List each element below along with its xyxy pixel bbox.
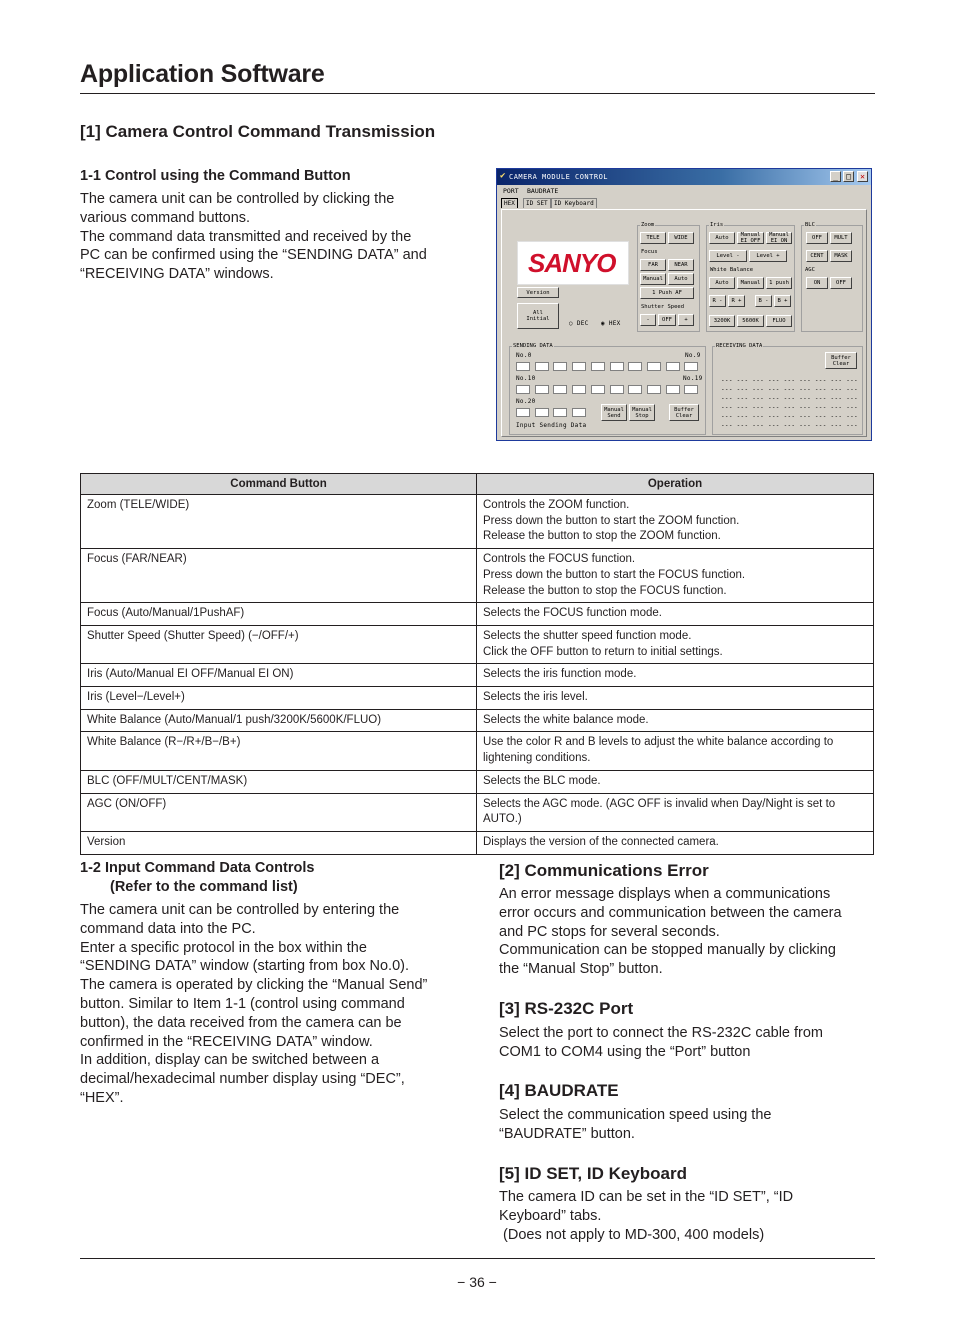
wb-r-plus-button[interactable]: R +	[728, 295, 745, 307]
sending-data-cell[interactable]	[553, 408, 567, 417]
wb-r-minus-button[interactable]: R -	[709, 295, 726, 307]
no9-label: No.9	[685, 352, 701, 359]
radio-dec[interactable]: ○ DEC	[569, 320, 589, 327]
command-button-cell: White Balance (Auto/Manual/1 push/3200K/5600K/FLUO)	[81, 709, 477, 732]
focus-far-button[interactable]: FAR	[640, 259, 666, 271]
menu-baudrate[interactable]: BAUDRATE	[527, 187, 559, 195]
wb-label: White Balance	[710, 267, 754, 273]
table-row	[81, 732, 874, 770]
command-button-cell: AGC (ON/OFF)	[81, 793, 477, 831]
operation-line: Selects the iris function mode.	[483, 668, 637, 681]
sub2-line: The camera unit can be controlled by entering the	[80, 902, 400, 918]
command-button-cell: Shutter Speed (Shutter Speed) (−/OFF/+)	[81, 625, 477, 663]
iris-auto-button[interactable]: Auto	[709, 232, 735, 244]
sending-data-cell[interactable]	[553, 385, 567, 394]
focus-auto-button[interactable]: Auto	[668, 273, 694, 285]
close-button[interactable]: ✕	[857, 171, 868, 182]
sub2-line: In addition, display can be switched between a	[80, 1052, 380, 1069]
wb-5600k-button[interactable]: 5600K	[737, 315, 764, 327]
input-sending-data-label: Input Sending Data	[516, 422, 587, 429]
operation-line: AUTO.)	[483, 813, 522, 826]
operation-line: lightening conditions.	[483, 752, 591, 765]
sanyo-logo	[517, 241, 629, 285]
shutter-plus-button[interactable]: +	[678, 314, 694, 326]
operation-line: Release the button to stop the FOCUS function.	[483, 584, 727, 597]
table-row	[81, 709, 874, 732]
menu-port[interactable]: PORT	[503, 187, 519, 195]
section4-line: “BAUDRATE” button.	[499, 1125, 635, 1142]
section2-body	[499, 885, 842, 979]
sub1-line: The camera unit can be controlled by clicking the	[80, 191, 395, 207]
receiving-row: --- --- --- --- --- --- --- --- ---	[721, 422, 858, 429]
receiving-buffer-clear-button[interactable]: Buffer Clear	[825, 352, 857, 369]
command-button-cell: White Balance (R−/R+/B−/B+)	[81, 732, 477, 770]
operation-line: Displays the version of the connected camera.	[483, 835, 719, 848]
operation-line: Press down the button to start the FOCUS function.	[483, 568, 746, 581]
blc-cent-button[interactable]: CENT	[806, 250, 828, 262]
all-initial-button[interactable]: All Initial	[517, 303, 559, 329]
sending-data-cell[interactable]	[666, 362, 680, 371]
section2-heading: [2] Communications Error	[499, 861, 709, 880]
wb-b-plus-button[interactable]: B +	[774, 295, 791, 307]
sub2-body	[80, 901, 427, 1108]
sending-data-cell[interactable]	[572, 362, 586, 371]
receiving-row: --- --- --- --- --- --- --- --- ---	[721, 386, 858, 393]
section5-line: (Does not apply to MD-300, 400 models)	[499, 1226, 765, 1243]
manual-send-button[interactable]: Manual Send	[601, 404, 627, 421]
header-operation: Operation	[477, 474, 874, 495]
operation-line: Selects the iris level.	[483, 691, 588, 704]
wb-3200k-button[interactable]: 3200K	[709, 315, 735, 327]
table-row	[81, 831, 874, 854]
receiving-data-label: RECEIVING DATA	[716, 343, 763, 349]
sending-data-cell[interactable]	[628, 362, 642, 371]
maximize-button[interactable]: □	[843, 171, 854, 182]
operation-cell	[477, 793, 874, 831]
operation-line: Press down the button to start the ZOOM function.	[483, 514, 740, 527]
focus-label: Focus	[641, 249, 658, 255]
operation-cell	[477, 732, 874, 770]
page-number: − 36 −	[457, 1274, 497, 1290]
table-row	[81, 549, 874, 603]
sending-data-cell[interactable]	[572, 385, 586, 394]
version-button[interactable]: Version	[517, 287, 559, 298]
wb-fluo-button[interactable]: FLUO	[766, 315, 792, 327]
sending-data-cell[interactable]	[610, 362, 624, 371]
command-button-cell: BLC (OFF/MULT/CENT/MASK)	[81, 770, 477, 793]
blc-mask-button[interactable]: MASK	[830, 250, 852, 262]
sub2-line: button. Similar to Item 1-1 (control using command	[80, 995, 405, 1012]
operation-line: Selects the AGC mode. (AGC OFF is invalid when Day/Night is set to	[483, 797, 836, 810]
sub1-heading: 1-1 Control using the Command Button	[80, 168, 351, 184]
sub1-line: “RECEIVING DATA” windows.	[80, 266, 274, 283]
sending-data-cell[interactable]	[591, 385, 605, 394]
section4-body	[499, 1106, 771, 1144]
command-button-cell: Version	[81, 831, 477, 854]
sending-data-cell[interactable]	[628, 385, 642, 394]
section2-line: the “Manual Stop” button.	[499, 961, 663, 978]
table-row	[81, 793, 874, 831]
sending-data-cell[interactable]	[516, 385, 530, 394]
focus-manual-button[interactable]: Manual	[640, 273, 666, 285]
window-titlebar	[497, 169, 871, 185]
operation-cell	[477, 687, 874, 710]
camera-module-control-window	[496, 168, 872, 441]
sub2-heading: 1-2 Input Command Data Controls	[80, 860, 315, 876]
command-button-cell: Focus (FAR/NEAR)	[81, 549, 477, 603]
table-row	[81, 603, 874, 626]
receiving-row: --- --- --- --- --- --- --- --- ---	[721, 413, 858, 420]
sending-data-cell[interactable]	[516, 408, 530, 417]
table-body	[81, 495, 874, 855]
operation-line: Selects the BLC mode.	[483, 774, 601, 787]
sub2-line: “HEX”.	[80, 1089, 124, 1106]
sending-data-cell[interactable]	[535, 362, 549, 371]
manual-stop-button[interactable]: Manual Stop	[629, 404, 655, 421]
sub2-line: decimal/hexadecimal number display using “DEC”,	[80, 1071, 405, 1088]
sub2-line: confirmed in the “RECEIVING DATA” window.	[80, 1033, 373, 1050]
blc-mult-button[interactable]: MULT	[830, 232, 852, 244]
no10-label: No.10	[516, 375, 536, 382]
sending-data-cell[interactable]	[591, 362, 605, 371]
command-button-cell: Zoom (TELE/WIDE)	[81, 495, 477, 549]
operation-line: Selects the FOCUS function mode.	[483, 607, 662, 620]
section2-line: error occurs and communication between the camera	[499, 904, 842, 921]
operation-cell	[477, 603, 874, 626]
footer-rule	[80, 1258, 875, 1259]
no20-label: No.20	[516, 398, 536, 405]
iris-manual-ei-off-button[interactable]: Manual EI OFF	[737, 232, 764, 244]
operation-line: Click the OFF button to return to initial settings.	[483, 645, 723, 658]
section3-heading: [3] RS-232C Port	[499, 999, 634, 1018]
operation-line: Release the button to stop the ZOOM function.	[483, 530, 721, 543]
command-button-cell: Iris (Level−/Level+)	[81, 687, 477, 710]
table-header-row	[81, 474, 874, 495]
operation-cell	[477, 709, 874, 732]
sending-data-cell[interactable]	[535, 408, 549, 417]
sending-data-cell[interactable]	[684, 385, 698, 394]
operation-cell	[477, 770, 874, 793]
section5-line: The camera ID can be set in the “ID SET”, “ID	[499, 1189, 794, 1205]
operation-line: Controls the FOCUS function.	[483, 553, 636, 566]
command-table	[80, 473, 874, 855]
sub1-body	[80, 190, 427, 284]
operation-cell	[477, 831, 874, 854]
iris-level-minus-button[interactable]: Level -	[709, 250, 747, 262]
sending-data-cell[interactable]	[610, 385, 624, 394]
table-row	[81, 625, 874, 663]
receiving-row: --- --- --- --- --- --- --- --- ---	[721, 395, 858, 402]
sending-data-cell[interactable]	[572, 408, 586, 417]
wb-manual-button[interactable]: Manual	[737, 277, 764, 289]
agc-on-button[interactable]: ON	[806, 277, 828, 289]
section1-heading: [1] Camera Control Command Transmission	[80, 122, 436, 141]
operation-line: Use the color R and B levels to adjust the white balance according to	[483, 736, 834, 749]
agc-off-button[interactable]: OFF	[830, 277, 852, 289]
sending-data-cell[interactable]	[666, 385, 680, 394]
table-row	[81, 495, 874, 549]
sub2-line: Enter a specific protocol in the box within the	[80, 939, 367, 956]
sub1-line: PC can be confirmed using the “SENDING DATA” and	[80, 247, 427, 264]
operation-line: Selects the shutter speed function mode.	[483, 629, 692, 642]
sending-data-cell[interactable]	[535, 385, 549, 394]
iris-level-plus-button[interactable]: Level +	[749, 250, 787, 262]
receiving-row: --- --- --- --- --- --- --- --- ---	[721, 404, 858, 411]
radio-hex[interactable]: ◉ HEX	[601, 320, 621, 327]
title-rule	[80, 93, 875, 94]
tab-hex[interactable]: HEX	[501, 198, 518, 208]
sub2-line: “SENDING DATA” window (starting from box No.0).	[80, 958, 410, 975]
operation-cell	[477, 549, 874, 603]
radio-dec-label: DEC	[576, 320, 589, 327]
no19-label: No.19	[683, 375, 703, 382]
sub1-line: The command data transmitted and received by the	[80, 228, 412, 245]
operation-cell	[477, 625, 874, 663]
wb-1push-button[interactable]: 1 push	[766, 277, 792, 289]
sending-data-cell[interactable]	[553, 362, 567, 371]
sub2-line: command data into the PC.	[80, 920, 256, 937]
blc-label: BLC	[805, 222, 815, 228]
operation-cell	[477, 495, 874, 549]
logo-text: SANYO	[528, 248, 616, 278]
section4-heading: [4] BAUDRATE	[499, 1081, 619, 1100]
section2-line: Communication can be stopped manually by clicking	[499, 942, 836, 959]
section3-body	[499, 1024, 823, 1062]
header-command-button: Command Button	[81, 474, 477, 495]
sub2-line: button), the data received from the camera can be	[80, 1014, 402, 1031]
table-row	[81, 770, 874, 793]
command-button-cell: Focus (Auto/Manual/1PushAF)	[81, 603, 477, 626]
focus-near-button[interactable]: NEAR	[668, 259, 694, 271]
section5-line: Keyboard” tabs.	[499, 1207, 602, 1224]
blc-off-button[interactable]: OFF	[806, 232, 828, 244]
sub2-heading-2: (Refer to the command list)	[110, 879, 298, 895]
wb-b-minus-button[interactable]: B -	[755, 295, 772, 307]
operation-cell	[477, 664, 874, 687]
section2-line: and PC stops for several seconds.	[499, 923, 720, 940]
section4-line: Select the communication speed using the	[499, 1107, 772, 1123]
tab-id-keyboard[interactable]: ID Keyboard	[551, 198, 597, 208]
sub2-line: The camera is operated by clicking the “Manual Send”	[80, 977, 428, 994]
section2-line: An error message displays when a communications	[499, 886, 831, 902]
sending-data-cell[interactable]	[647, 385, 661, 394]
receiving-row: --- --- --- --- --- --- --- --- ---	[721, 377, 858, 384]
check-icon: ✔	[500, 171, 506, 181]
section3-line: Select the port to connect the RS-232C cable from	[499, 1025, 824, 1041]
sending-data-cell[interactable]	[647, 362, 661, 371]
table-row	[81, 664, 874, 687]
page-title: Application Software	[80, 60, 325, 88]
shutter-off-button[interactable]: OFF	[658, 314, 676, 326]
section5-body	[499, 1188, 793, 1244]
sending-data-cell[interactable]	[684, 362, 698, 371]
section3-line: COM1 to COM4 using the “Port” button	[499, 1043, 751, 1060]
section5-heading: [5] ID SET, ID Keyboard	[499, 1164, 687, 1183]
table-row	[81, 687, 874, 710]
command-button-cell: Iris (Auto/Manual EI OFF/Manual EI ON)	[81, 664, 477, 687]
no0-label: No.0	[516, 352, 532, 359]
minimize-button[interactable]: _	[830, 171, 841, 182]
sending-data-label: SENDING DATA	[513, 343, 553, 349]
focus-1push-button[interactable]: 1 Push AF	[640, 287, 694, 299]
wb-auto-button[interactable]: Auto	[709, 277, 735, 289]
sending-data-cell[interactable]	[516, 362, 530, 371]
operation-line: Controls the ZOOM function.	[483, 499, 630, 511]
agc-label: AGC	[805, 267, 815, 273]
sub1-line: various command buttons.	[80, 209, 251, 226]
shutter-minus-button[interactable]: -	[640, 314, 656, 326]
iris-manual-ei-on-button[interactable]: Manual EI ON	[766, 232, 792, 244]
zoom-tele-button[interactable]: TELE	[640, 232, 666, 244]
radio-hex-label: HEX	[608, 320, 621, 327]
tab-id-set[interactable]: ID SET	[523, 198, 551, 208]
zoom-label: Zoom	[641, 222, 655, 228]
window-title: CAMERA MODULE CONTROL	[509, 173, 609, 181]
operation-line: Selects the white balance mode.	[483, 713, 649, 726]
iris-label: Iris	[710, 222, 724, 228]
sending-buffer-clear-button[interactable]: Buffer Clear	[669, 404, 699, 421]
shutter-label: Shutter Speed	[641, 304, 685, 310]
zoom-wide-button[interactable]: WIDE	[668, 232, 694, 244]
